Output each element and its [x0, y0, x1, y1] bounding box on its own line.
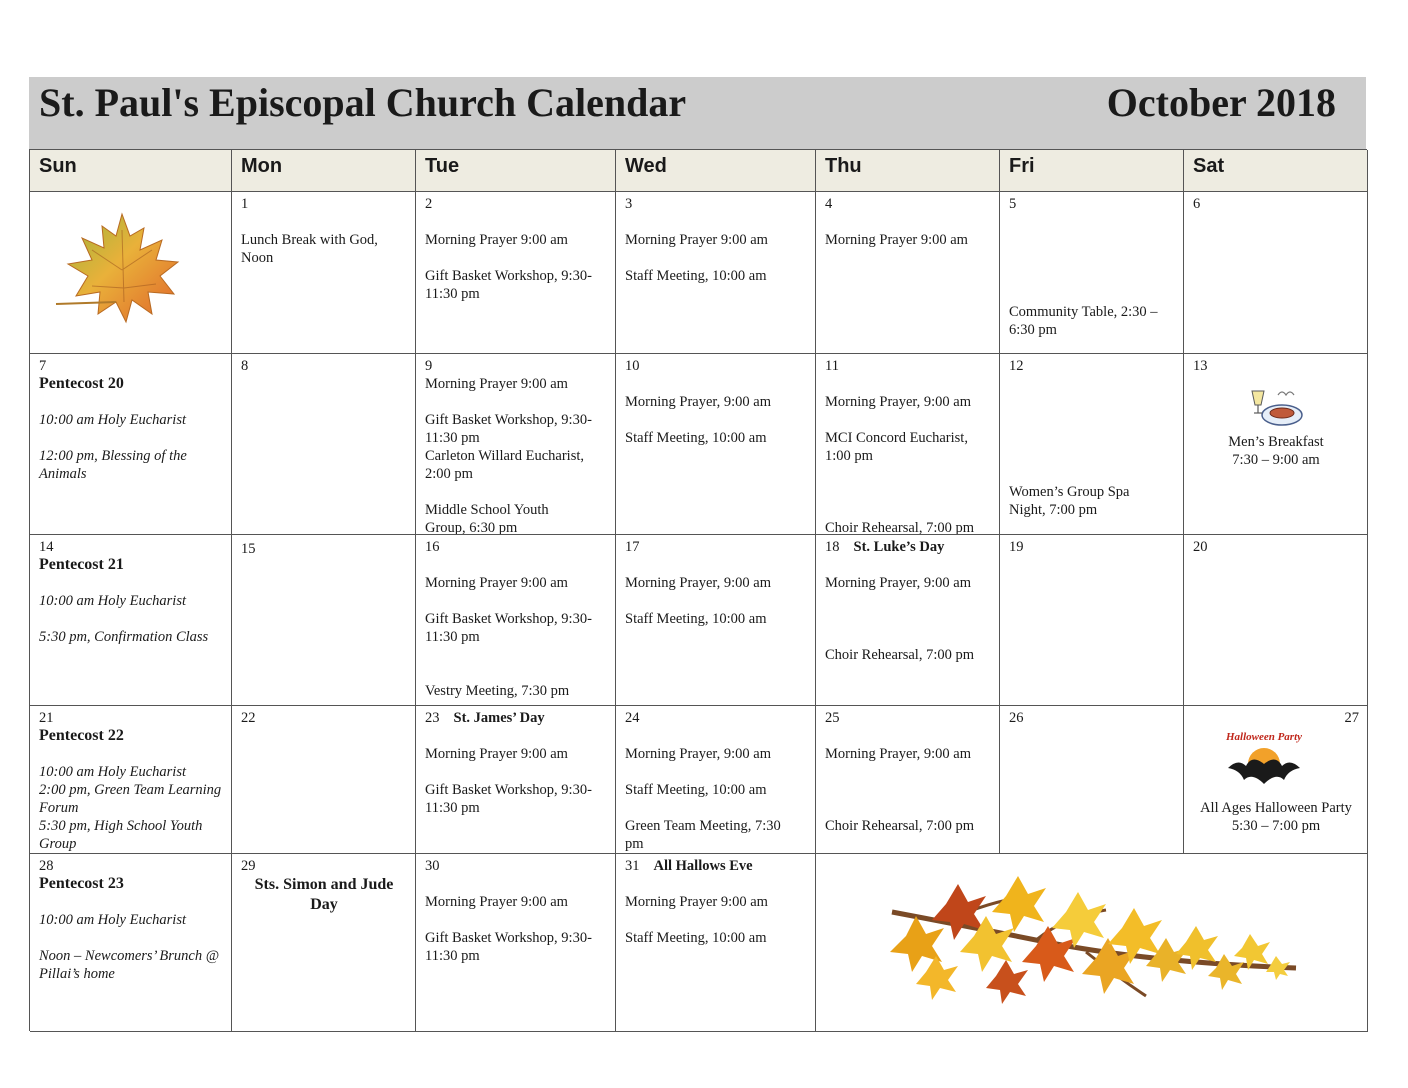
day-number: 12 — [1009, 358, 1024, 374]
header-tue: Tue — [416, 150, 616, 192]
day-cell-8[interactable] — [232, 354, 416, 535]
day-cell-2[interactable] — [416, 192, 616, 354]
event-text: 10:00 am Holy Eucharist — [39, 912, 186, 928]
event-text: pm — [625, 836, 644, 852]
day-number: 17 — [625, 539, 640, 555]
day-cell-4[interactable] — [816, 192, 1000, 354]
day-number: 28 — [39, 858, 54, 874]
event-text: Animals — [39, 466, 87, 482]
event-text: Forum — [39, 800, 79, 816]
day-cell-28[interactable] — [30, 854, 232, 1032]
event-text: Morning Prayer, 9:00 am — [825, 746, 972, 762]
day-cell-14[interactable] — [30, 535, 232, 706]
event-text: Morning Prayer 9:00 am — [425, 232, 568, 248]
event-text: Morning Prayer 9:00 am — [425, 376, 568, 392]
event-text: Staff Meeting, 10:00 am — [625, 782, 767, 798]
day-cell-empty-sun — [30, 192, 232, 354]
event-text: Carleton Willard Eucharist, — [425, 448, 585, 464]
day-number: 22 — [241, 710, 256, 726]
event-text: 10:00 am Holy Eucharist — [39, 593, 186, 609]
event-text: Morning Prayer, 9:00 am — [825, 575, 972, 591]
feast-title: Day — [310, 896, 338, 913]
event-text: Gift Basket Workshop, 9:30- — [425, 611, 592, 627]
day-number: 8 — [241, 358, 249, 374]
day-number: 27 — [1344, 710, 1359, 726]
event-text: 7:30 – 9:00 am — [1232, 452, 1320, 468]
header-mon: Mon — [232, 150, 416, 192]
calendar-month: October 2018 — [1106, 80, 1336, 125]
event-text: Staff Meeting, 10:00 am — [625, 930, 767, 946]
event-text: Morning Prayer 9:00 am — [625, 232, 768, 248]
event-text: Gift Basket Workshop, 9:30- — [425, 268, 592, 284]
day-cell-16[interactable] — [416, 535, 616, 706]
event-text: Choir Rehearsal, 7:00 pm — [825, 647, 975, 663]
day-cell-21[interactable] — [30, 706, 232, 854]
day-cell-27[interactable] — [1184, 706, 1368, 854]
day-number: 9 — [425, 358, 433, 374]
day-number: 26 — [1009, 710, 1024, 726]
day-cell-1[interactable] — [232, 192, 416, 354]
day-number: 15 — [241, 541, 256, 557]
feast-title: Pentecost 21 — [39, 556, 124, 573]
event-text: Green Team Meeting, 7:30 — [625, 818, 781, 834]
event-text: Community Table, 2:30 – — [1009, 304, 1158, 320]
event-text: Women’s Group Spa — [1009, 484, 1130, 500]
event-text: Night, 7:00 pm — [1009, 502, 1098, 518]
day-cell-18[interactable] — [816, 535, 1000, 706]
header-thu: Thu — [816, 150, 1000, 192]
event-text: 11:30 pm — [425, 948, 480, 964]
day-number: 5 — [1009, 196, 1017, 212]
event-text: Vestry Meeting, 7:30 pm — [425, 683, 570, 699]
day-cell-17[interactable] — [616, 535, 816, 706]
autumn-branch-icon — [886, 876, 1306, 1016]
day-cell-22[interactable] — [232, 706, 416, 854]
feast-title: Pentecost 20 — [39, 375, 124, 392]
day-number: 19 — [1009, 539, 1024, 555]
breakfast-plate-icon — [1248, 383, 1304, 429]
day-cell-31[interactable] — [616, 854, 816, 1032]
feast-title: Pentecost 22 — [39, 727, 124, 744]
day-cell-25[interactable] — [816, 706, 1000, 854]
day-number: 13 — [1193, 358, 1208, 374]
day-cell-20[interactable] — [1184, 535, 1368, 706]
event-text: MCI Concord Eucharist, — [825, 430, 968, 446]
feast-title: St. James’ Day — [453, 710, 545, 726]
day-cell-3[interactable] — [616, 192, 816, 354]
calendar-grid — [29, 149, 1367, 1031]
event-text: 2:00 pm, Green Team Learning — [39, 782, 222, 798]
event-text: Group — [39, 836, 77, 852]
day-cell-10[interactable] — [616, 354, 816, 535]
event-text: Noon — [241, 250, 274, 266]
day-cell-6[interactable] — [1184, 192, 1368, 354]
event-text: Gift Basket Workshop, 9:30- — [425, 930, 592, 946]
event-text: Gift Basket Workshop, 9:30- — [425, 412, 592, 428]
event-text: Group, 6:30 pm — [425, 520, 518, 535]
day-cell-30[interactable] — [416, 854, 616, 1032]
day-cell-15[interactable] — [232, 535, 416, 706]
day-cell-19[interactable] — [1000, 535, 1184, 706]
event-text: Morning Prayer 9:00 am — [425, 746, 568, 762]
event-text: Staff Meeting, 10:00 am — [625, 611, 767, 627]
day-cell-11[interactable] — [816, 354, 1000, 535]
header-wed: Wed — [616, 150, 816, 192]
day-cell-24[interactable] — [616, 706, 816, 854]
day-number: 1 — [241, 196, 249, 212]
event-text: 12:00 pm, Blessing of the — [39, 448, 187, 464]
event-text: Morning Prayer, 9:00 am — [825, 394, 972, 410]
feast-title: Pentecost 23 — [39, 875, 124, 892]
day-number: 31 — [625, 858, 640, 874]
event-text: 11:30 pm — [425, 286, 480, 302]
day-number: 6 — [1193, 196, 1201, 212]
halloween-sign-text: Halloween Party — [1225, 731, 1303, 743]
event-text: 5:30 pm, Confirmation Class — [39, 629, 209, 645]
event-text: 5:30 pm, High School Youth — [39, 818, 203, 834]
event-text: Morning Prayer 9:00 am — [425, 894, 568, 910]
day-cell-7[interactable] — [30, 354, 232, 535]
feast-title: Sts. Simon and Jude — [254, 876, 394, 893]
event-text: Morning Prayer 9:00 am — [825, 232, 968, 248]
day-number: 4 — [825, 196, 833, 212]
event-text: 1:00 pm — [825, 448, 873, 464]
autumn-decoration-cell — [816, 854, 1368, 1032]
event-text: Staff Meeting, 10:00 am — [625, 430, 767, 446]
event-text: 6:30 pm — [1009, 322, 1057, 338]
event-text: Noon – Newcomers’ Brunch @ — [39, 948, 220, 964]
event-text: Choir Rehearsal, 7:00 pm — [825, 818, 975, 834]
day-number: 23 — [425, 710, 440, 726]
event-text: Morning Prayer, 9:00 am — [625, 575, 772, 591]
day-number: 7 — [39, 358, 47, 374]
day-number: 24 — [625, 710, 640, 726]
event-text: 5:30 – 7:00 pm — [1231, 818, 1321, 834]
day-number: 21 — [39, 710, 54, 726]
header-fri: Fri — [1000, 150, 1184, 192]
event-text: All Ages Halloween Party — [1200, 800, 1352, 816]
halloween-party-icon — [1224, 724, 1304, 790]
day-cell-9[interactable] — [416, 354, 616, 535]
event-text: Morning Prayer, 9:00 am — [625, 394, 772, 410]
event-text: 2:00 pm — [425, 466, 473, 482]
event-text: Pillai’s home — [39, 966, 115, 982]
day-cell-29[interactable] — [232, 854, 416, 1032]
day-number: 2 — [425, 196, 433, 212]
day-number: 16 — [425, 539, 440, 555]
event-text: 11:30 pm — [425, 800, 480, 816]
day-number: 14 — [39, 539, 54, 555]
day-cell-5[interactable] — [1000, 192, 1184, 354]
calendar-title: St. Paul's Episcopal Church Calendar — [39, 80, 687, 125]
event-text: 10:00 am Holy Eucharist — [39, 412, 186, 428]
day-cell-23[interactable] — [416, 706, 616, 854]
day-number: 25 — [825, 710, 840, 726]
calendar-title-bar — [29, 77, 1366, 149]
event-text: 11:30 pm — [425, 430, 480, 446]
feast-title: All Hallows Eve — [653, 858, 753, 874]
day-cell-26[interactable] — [1000, 706, 1184, 854]
event-text: Morning Prayer 9:00 am — [625, 894, 768, 910]
day-number: 18 — [825, 539, 840, 555]
event-text: 10:00 am Holy Eucharist — [39, 764, 186, 780]
maple-leaf-icon — [52, 210, 192, 333]
event-text: Middle School Youth — [425, 502, 549, 518]
day-number: 3 — [625, 196, 633, 212]
feast-title: St. Luke’s Day — [853, 539, 945, 555]
event-text: Morning Prayer, 9:00 am — [625, 746, 772, 762]
event-text: Lunch Break with God, — [241, 232, 378, 248]
header-sat: Sat — [1184, 150, 1368, 192]
event-text: Morning Prayer 9:00 am — [425, 575, 568, 591]
day-number: 29 — [241, 858, 256, 874]
day-number: 10 — [625, 358, 640, 374]
event-text: Men’s Breakfast — [1228, 434, 1324, 450]
day-cell-13[interactable] — [1184, 354, 1368, 535]
event-text: Staff Meeting, 10:00 am — [625, 268, 767, 284]
day-cell-12[interactable] — [1000, 354, 1184, 535]
day-number: 20 — [1193, 539, 1208, 555]
event-text: Gift Basket Workshop, 9:30- — [425, 782, 592, 798]
day-number: 30 — [425, 858, 440, 874]
event-text: Choir Rehearsal, 7:00 pm — [825, 520, 975, 535]
day-number: 11 — [825, 358, 839, 374]
header-sun: Sun — [30, 150, 232, 192]
event-text: 11:30 pm — [425, 629, 480, 645]
